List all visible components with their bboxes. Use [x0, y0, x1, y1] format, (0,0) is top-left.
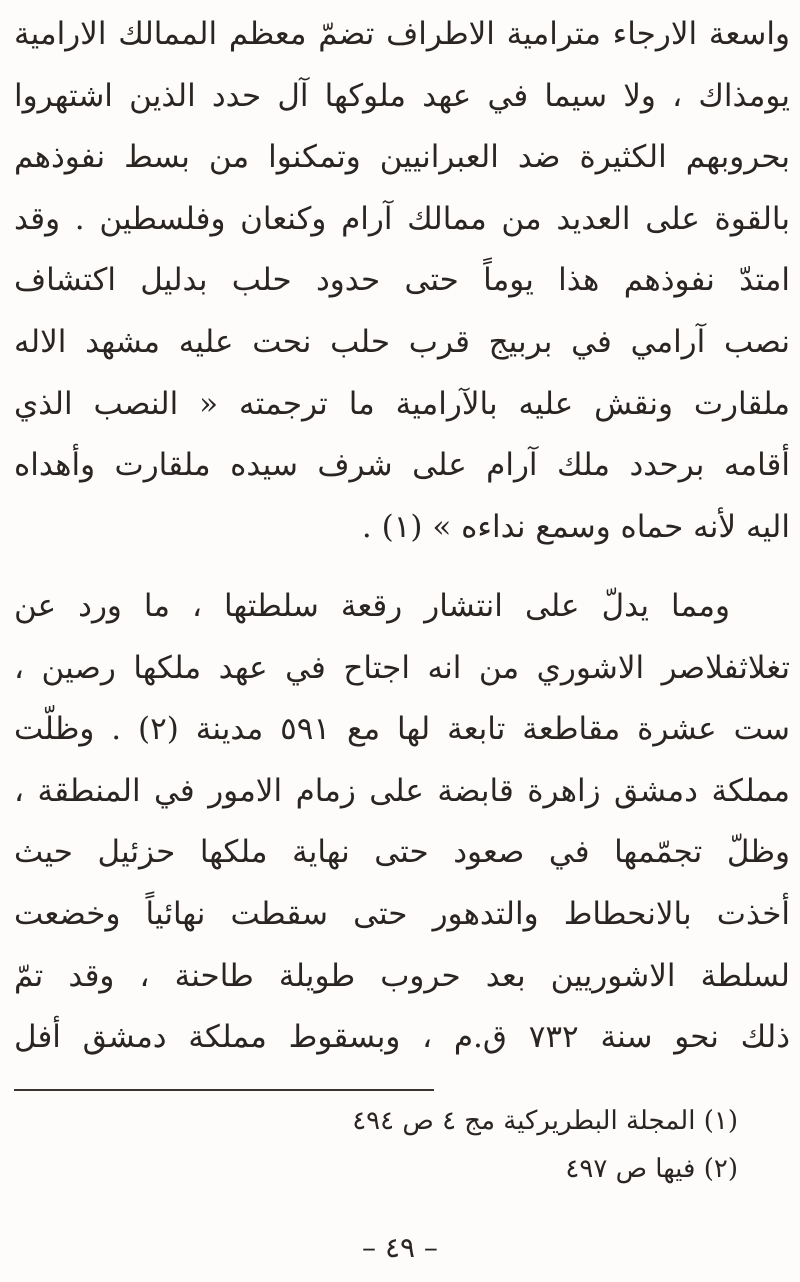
text-line: ست عشرة مقاطعة تابعة لها مع ٥٩١ مدينة (٢) . وظلّت — [14, 711, 790, 748]
text-line: مملكة دمشق زاهرة قابضة على زمام الامور في المنطقة ، — [14, 772, 790, 809]
text-line: بالقوة على العديد من ممالك آرام وكنعان وفلسطين . وقد — [14, 200, 790, 237]
footnote-2: (٢) فيها ص ٤٩٧ — [565, 1154, 738, 1184]
paragraph-1 — [14, 4, 790, 558]
text-line: لسلطة الاشوريين بعد حروب طويلة طاحنة ، وقد تمّ — [14, 957, 790, 994]
footnote-divider — [14, 1089, 434, 1091]
text-line: أخذت بالانحطاط والتدهور حتى سقطت نهائياً وخضعت — [14, 895, 790, 932]
text-line: واسعة الارجاء مترامية الاطراف تضمّ معظم الممالك الارامية — [14, 16, 790, 52]
text-line: وظلّ تجمّمها في صعود حتى نهاية ملكها حزئيل حيث — [14, 834, 790, 871]
text-line: امتدّ نفوذهم هذا يوماً حتى حدود حلب بدليل اكتشاف — [14, 262, 790, 299]
footnotes — [352, 1097, 738, 1193]
text-line: بحروبهم الكثيرة ضد العبرانيين وتمكنوا من بسط نفوذهم — [14, 139, 790, 176]
paragraph-2 — [14, 576, 790, 1069]
footnote-1: (١) المجلة البطريركية مج ٤ ص ٤٩٤ — [352, 1106, 738, 1136]
page-number: – ٤٩ – — [362, 1231, 438, 1264]
text-line: اليه لأنه حماه وسمع نداءه » (١) . — [361, 508, 790, 545]
text-line: ذلك نحو سنة ٧٣٢ ق.م ، وبسقوط مملكة دمشق أفل — [14, 1019, 790, 1056]
text-line: أقامه برحدد ملك آرام على شرف سيده ملقارت وأهداه — [14, 447, 790, 484]
text-line: يومذاك ، ولا سيما في عهد ملوكها آل حدد الذين اشتهروا — [14, 77, 790, 114]
text-line: نصب آرامي في بربيج قرب حلب نحت عليه مشهد الاله — [14, 323, 790, 360]
text-line: تغلاثفلاصر الاشوري من انه اجتاح في عهد ملكها رصين ، — [14, 649, 790, 686]
text-line: ملقارت ونقش عليه بالآرامية ما ترجمته « النصب الذي — [14, 385, 790, 422]
text-line: ومما يدلّ على انتشار رقعة سلطتها ، ما ورد عن — [14, 588, 730, 624]
